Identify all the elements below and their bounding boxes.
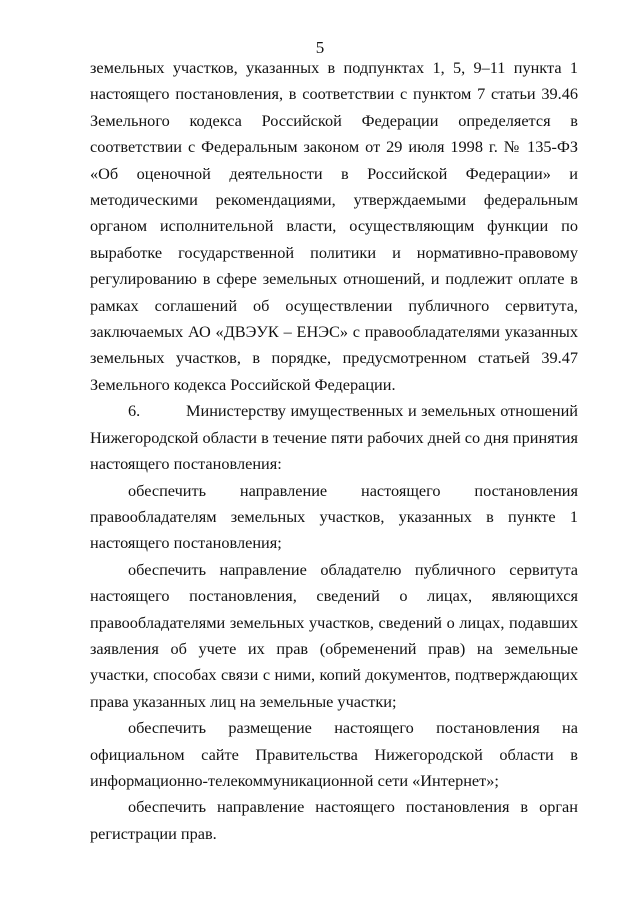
document-body <box>90 55 578 847</box>
paragraph-subitem-4 <box>90 794 578 847</box>
paragraph-text: обеспечить направление настоящего постановления в орган регистрации прав. <box>90 797 578 843</box>
paragraph-continuation <box>90 55 578 398</box>
item-number: 6. <box>128 401 141 421</box>
paragraph-subitem-2 <box>90 557 578 715</box>
paragraph-text: обеспечить размещение настоящего постановления на официальном сайте Правительства Нижегородской области в информационно-телекоммуникационной сети «Интернет»; <box>90 718 578 790</box>
paragraph-text: Министерству имущественных и земельных отношений Нижегородской области в течение пяти рабочих дней со дня принятия настоящего постановления: <box>90 401 578 474</box>
paragraph-subitem-1 <box>90 478 578 557</box>
paragraph-subitem-3 <box>90 715 578 794</box>
paragraph-text: обеспечить направление обладателю публичного сервитута настоящего постановления, сведений о лицах, являющихся правообладателями земельных участков, сведений о лицах, подавших заявления об учете их прав (обременений прав) на земельные участки, способах связи с ними, копий документов, подтверждающих права указанных лиц на земельные участки; <box>90 559 578 711</box>
paragraph-item-6 <box>90 398 578 477</box>
page-number: 5 <box>315 38 325 57</box>
paragraph-text: земельных участков, указанных в подпунктах 1, 5, 9–11 пункта 1 настоящего постановления, в соответствии с пунктом 7 статьи 39.46 Земельного кодекса Российской Федерации определяется в соответствии с Федеральным законом от 29 июля 1998 г. № 135-ФЗ «Об оценочной деятельности в Российской Федерации» и методическими рекомендациями, утверждаемыми федеральным органом исполнительной власти, осуществляющим функции по выработке государственной политики и нормативно-правовому регулированию в сфере земельных отношений, и подлежит оплате в рамках соглашений об осуществлении публичного сервитута, заключаемых АО «ДВЭУК – ЕНЭС» с правообладателями указанных земельных участков, в порядке, предусмотренном статьей 39.47 Земельного кодекса Российской Федерации. <box>90 58 578 394</box>
paragraph-text: обеспечить направление настоящего постановления правообладателям земельных участков, указанных в пункте 1 настоящего постановления; <box>90 480 578 553</box>
